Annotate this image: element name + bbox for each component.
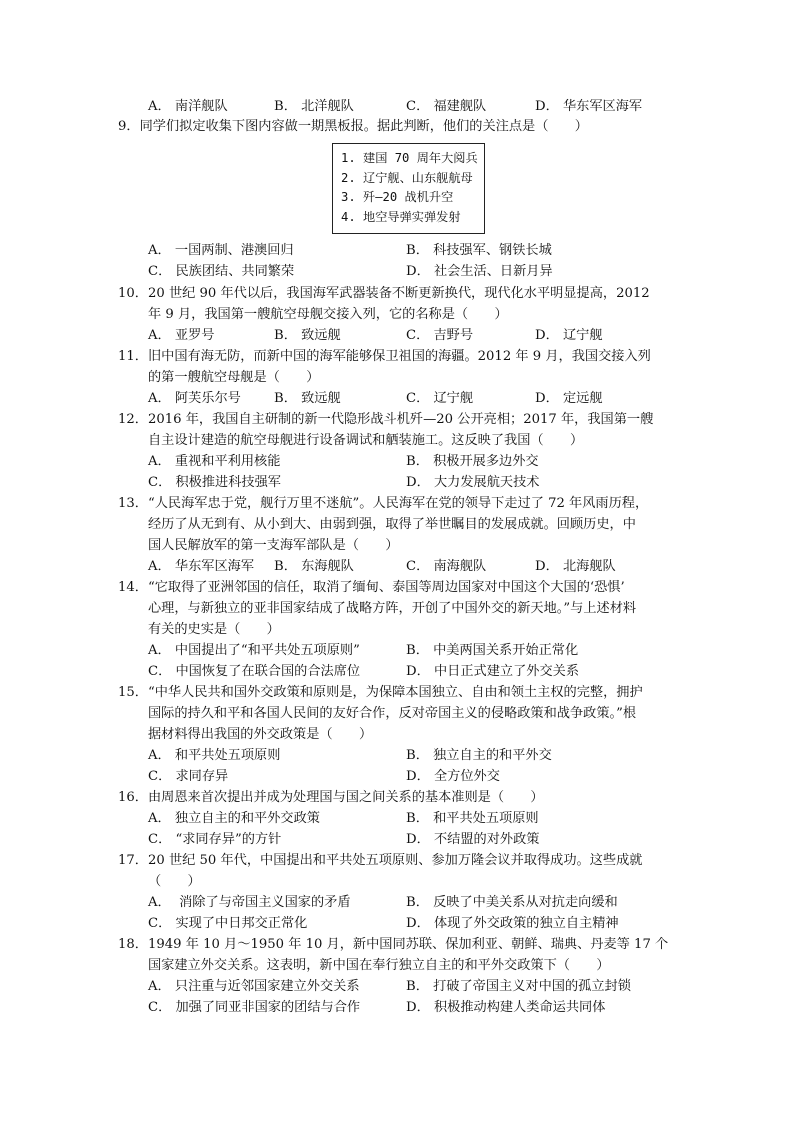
q18-stem-line: 国家建立外交关系。这表明，新中国在奉行独立自主的和平外交政策下（ ） xyxy=(148,958,610,973)
q10-stem-line: 年 9 月，我国第一艘航空母舰交接入列，它的名称是（ ） xyxy=(148,307,508,322)
q11-option-c: C． 辽宁舰 xyxy=(406,391,474,406)
q11-option-a: A． 阿芙乐尔号 xyxy=(148,391,241,406)
q14-stem-line: 心理，与新独立的亚非国家结成了战略方阵，开创了中国外交的新天地。”与上述材料 xyxy=(148,601,637,616)
q15-option-a: A． 和平共处五项原则 xyxy=(148,748,281,763)
q9-option-b: B． 科技强军、钢铁长城 xyxy=(406,243,552,258)
q12-stem-line: 12．2016 年，我国自主研制的新一代隐形战斗机歼—20 公开亮相；2017 年，我国第一艘 xyxy=(118,412,654,427)
q16-option-b: B． 和平共处五项原则 xyxy=(406,811,539,826)
q9-option-a: A． 一国两制、港澳回归 xyxy=(148,243,294,258)
q13-option-b: B． 东海舰队 xyxy=(274,559,354,574)
q16-option-a: A． 独立自主的和平外交政策 xyxy=(148,811,320,826)
q12-option-a: A． 重视和平利用核能 xyxy=(148,454,281,469)
q13-option-d: D． 北海舰队 xyxy=(535,559,616,574)
q10-option-d: D． 辽宁舰 xyxy=(535,328,603,343)
q8-option-b: B． 北洋舰队 xyxy=(274,99,354,114)
q18-option-c: C． 加强了同亚非国家的团结与合作 xyxy=(148,1000,361,1015)
q14-stem-line: 有关的史实是（ ） xyxy=(148,622,280,637)
q13-option-a: A． 华东军区海军 xyxy=(148,559,255,574)
q12-option-d: D． 大力发展航天技术 xyxy=(406,475,540,490)
q9-option-c: C． 民族团结、共同繁荣 xyxy=(148,264,295,279)
q10-stem-line: 10．20 世纪 90 年代以后，我国海军武器装备不断更新换代，现代化水平明显提高，2012 xyxy=(118,286,650,301)
q8-option-d: D． 华东军区海军 xyxy=(535,99,643,114)
q13-stem-line: 经历了从无到有、从小到大、由弱到强，取得了举世瞩目的发展成就。回顾历史，中 xyxy=(148,517,636,532)
q16-option-c: C． “求同存异”的方针 xyxy=(148,832,282,847)
q9-box-line: 4. 地空导弹实弹发射 xyxy=(341,209,461,224)
q17-option-b: B． 反映了中美关系从对抗走向缓和 xyxy=(406,895,618,910)
q8-option-a: A． 南洋舰队 xyxy=(148,99,228,114)
q9-content-box xyxy=(332,143,485,234)
q11-stem-line: 的第一艘航空母舰是（ ） xyxy=(148,370,320,385)
q13-option-c: C． 南海舰队 xyxy=(406,559,487,574)
q9-box-line: 3. 歼—20 战机升空 xyxy=(341,190,454,204)
q18-stem-line: 18．1949 年 10 月～1950 年 10 月，新中国同苏联、保加利亚、朝鲜、瑞典、丹麦等 17 个 xyxy=(118,937,669,952)
q14-option-b: B． 中美两国关系开始正常化 xyxy=(406,643,579,658)
q10-option-a: A． 亚罗号 xyxy=(148,328,215,343)
q12-option-c: C． 积极推进科技强军 xyxy=(148,475,281,490)
q15-stem-line: 据材料得出我国的外交政策是（ ） xyxy=(148,727,373,742)
q17-option-a: A． 消除了与帝国主义国家的矛盾 xyxy=(148,895,351,910)
q15-stem-line: 15．“中华人民共和国外交政策和原则是，为保障本国独立、自由和领土主权的完整，拥护 xyxy=(118,685,643,700)
q16-option-d: D． 不结盟的对外政策 xyxy=(406,832,540,847)
q11-option-b: B． 致远舰 xyxy=(274,391,341,406)
q15-stem-line: 国际的持久和平和各国人民间的友好合作，反对帝国主义的侵略政策和战争政策。”根 xyxy=(148,706,637,721)
q13-stem-line: 国人民解放军的第一支海军部队是（ ） xyxy=(148,538,399,553)
q10-option-c: C． 吉野号 xyxy=(406,328,474,343)
q14-option-d: D． 中日正式建立了外交关系 xyxy=(406,664,580,679)
q15-option-b: B． 独立自主的和平外交 xyxy=(406,748,552,763)
q9-box-line: 1. 建国 70 周年大阅兵 xyxy=(341,151,478,165)
q9-option-d: D． 社会生活、日新月异 xyxy=(406,264,553,279)
q12-option-b: B． 积极开展多边外交 xyxy=(406,454,539,469)
q17-option-d: D． 体现了外交政策的独立自主精神 xyxy=(406,916,619,931)
q14-option-a: A． 中国提出了“和平共处五项原则” xyxy=(148,643,360,658)
q18-option-d: D． 积极推动构建人类命运共同体 xyxy=(406,1000,606,1015)
q9-box-line: 2. 辽宁舰、山东舰航母 xyxy=(341,170,473,185)
q10-option-b: B． 致远舰 xyxy=(274,328,341,343)
q12-stem-line: 自主设计建造的航空母舰进行设备调试和舾装施工。这反映了我国（ ） xyxy=(148,433,584,448)
q15-option-d: D． 全方位外交 xyxy=(406,769,500,784)
q14-stem-line: 14．“它取得了亚洲邻国的信任，取消了缅甸、泰国等周边国家对中国这个大国的‘恐惧’ xyxy=(118,580,625,595)
q13-stem-line: 13．“人民海军忠于党，舰行万里不迷航”。人民海军在党的领导下走过了 72 年风雨历程， xyxy=(118,496,649,511)
q11-stem-line: 11．旧中国有海无防，而新中国的海军能够保卫祖国的海疆。2012 年 9 月，我国交接入列 xyxy=(118,349,651,364)
q17-stem-line: （ ） xyxy=(148,874,201,889)
q8-option-c: C． 福建舰队 xyxy=(406,99,487,114)
q17-stem-line: 17．20 世纪 50 年代，中国提出和平共处五项原则、参加万隆会议并取得成功。这些成就 xyxy=(118,853,643,868)
q18-option-a: A． 只注重与近邻国家建立外交关系 xyxy=(148,979,360,994)
q16-stem-line: 16．由周恩来首次提出并成为处理国与国之间关系的基本准则是（ ） xyxy=(118,790,544,805)
q9-stem: 9．同学们拟定收集下图内容做一期黑板报。据此判断，他们的关注点是（ ） xyxy=(118,119,588,134)
q17-option-c: C． 实现了中日邦交正常化 xyxy=(148,916,308,931)
q14-option-c: C． 中国恢复了在联合国的合法席位 xyxy=(148,664,361,679)
q15-option-c: C． 求同存异 xyxy=(148,769,229,784)
q11-option-d: D． 定远舰 xyxy=(535,391,603,406)
q18-option-b: B． 打破了帝国主义对中国的孤立封锁 xyxy=(406,979,631,994)
